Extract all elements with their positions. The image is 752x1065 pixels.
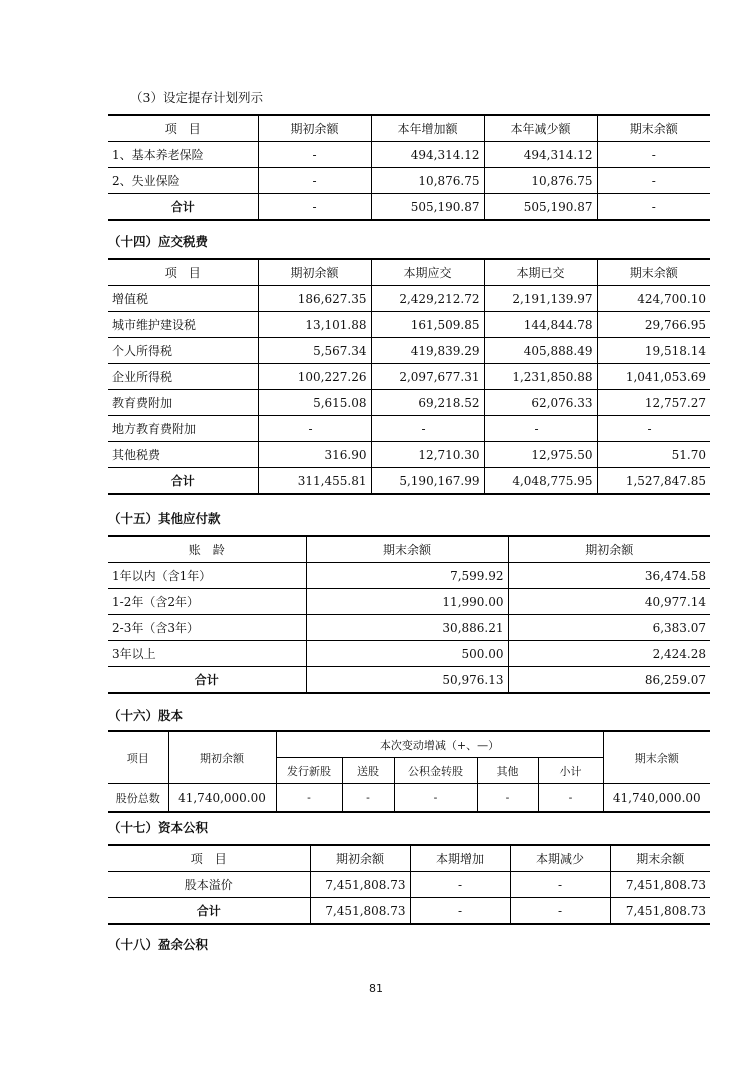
- cell: 11,990.00: [306, 589, 508, 615]
- header-cell: 期末余额: [603, 731, 710, 784]
- cell: 311,455.81: [258, 468, 371, 495]
- row-label: 地方教育费附加: [108, 416, 258, 442]
- cell: -: [597, 194, 710, 221]
- header-cell: 期末余额: [597, 115, 710, 142]
- header-cell: 期末余额: [610, 845, 710, 872]
- cell: -: [258, 168, 371, 194]
- cell: 29,766.95: [597, 312, 710, 338]
- cell: -: [510, 872, 610, 898]
- row-label: 合计: [108, 194, 258, 221]
- header-cell: 期初余额: [258, 115, 371, 142]
- table-row: [108, 338, 710, 364]
- cell: 40,977.14: [508, 589, 710, 615]
- cell: 19,518.14: [597, 338, 710, 364]
- cell: 30,886.21: [306, 615, 508, 641]
- row-label: 其他税费: [108, 442, 258, 468]
- header-cell: 其他: [477, 758, 538, 784]
- row-label: 2-3年（含3年）: [108, 615, 306, 641]
- table-row: [108, 286, 710, 312]
- table-total-row: [108, 898, 710, 925]
- cell: 7,451,808.73: [610, 898, 710, 925]
- header-cell: 本次变动增减（+、—）: [276, 731, 603, 758]
- cell: 41,740,000.00: [603, 784, 710, 813]
- header-cell: 期末余额: [597, 259, 710, 286]
- table-header-row: [108, 731, 710, 758]
- table-taxes-payable: [108, 258, 710, 495]
- table-header-row: [108, 115, 710, 142]
- cell: -: [342, 784, 394, 813]
- section-title: （十八）盈余公积: [108, 937, 209, 952]
- table-total-row: [108, 468, 710, 495]
- row-label: 合计: [108, 898, 310, 925]
- cell: 505,190.87: [371, 194, 484, 221]
- header-cell: 本年减少额: [484, 115, 597, 142]
- table-row: [108, 142, 710, 168]
- row-label: 3年以上: [108, 641, 306, 667]
- header-cell: 本期应交: [371, 259, 484, 286]
- cell: 161,509.85: [371, 312, 484, 338]
- cell: 10,876.75: [484, 168, 597, 194]
- cell: 2,424.28: [508, 641, 710, 667]
- row-label: 增值税: [108, 286, 258, 312]
- row-label: 合计: [108, 468, 258, 495]
- header-cell: 期末余额: [306, 536, 508, 563]
- row-label: 企业所得税: [108, 364, 258, 390]
- section-title: （十七）资本公积: [108, 820, 209, 835]
- section-title: （十六）股本: [108, 708, 184, 723]
- cell: 36,474.58: [508, 563, 710, 589]
- cell: 494,314.12: [484, 142, 597, 168]
- table-row: [108, 589, 710, 615]
- cell: -: [258, 142, 371, 168]
- header-cell: 发行新股: [276, 758, 342, 784]
- cell: 7,599.92: [306, 563, 508, 589]
- cell: -: [477, 784, 538, 813]
- table-total-row: [108, 194, 710, 221]
- cell: 186,627.35: [258, 286, 371, 312]
- table-row: [108, 364, 710, 390]
- cell: -: [371, 416, 484, 442]
- row-label: 股份总数: [108, 784, 168, 813]
- cell: 419,839.29: [371, 338, 484, 364]
- cell: 5,615.08: [258, 390, 371, 416]
- table-other-payables: [108, 535, 710, 694]
- cell: 100,227.26: [258, 364, 371, 390]
- cell: 1,231,850.88: [484, 364, 597, 390]
- cell: 5,567.34: [258, 338, 371, 364]
- cell: 86,259.07: [508, 667, 710, 694]
- cell: -: [484, 416, 597, 442]
- row-label: 个人所得税: [108, 338, 258, 364]
- section-title: （3）设定提存计划列示: [130, 90, 263, 105]
- cell: 6,383.07: [508, 615, 710, 641]
- header-cell: 期初余额: [258, 259, 371, 286]
- row-label: 合计: [108, 667, 306, 694]
- cell: -: [510, 898, 610, 925]
- cell: 2,429,212.72: [371, 286, 484, 312]
- cell: 7,451,808.73: [310, 898, 410, 925]
- section-title: （十四）应交税费: [108, 234, 209, 249]
- table-row: [108, 615, 710, 641]
- cell: -: [597, 416, 710, 442]
- cell: 505,190.87: [484, 194, 597, 221]
- header-cell: 公积金转股: [394, 758, 477, 784]
- header-cell: 送股: [342, 758, 394, 784]
- header-cell: 项目: [108, 731, 168, 784]
- header-cell: 账 龄: [108, 536, 306, 563]
- table-row: [108, 442, 710, 468]
- cell: -: [597, 142, 710, 168]
- cell: 50,976.13: [306, 667, 508, 694]
- table-header-row: [108, 259, 710, 286]
- cell: 13,101.88: [258, 312, 371, 338]
- cell: 69,218.52: [371, 390, 484, 416]
- table-total-row: [108, 667, 710, 694]
- table-row: [108, 168, 710, 194]
- header-cell: 项 目: [108, 259, 258, 286]
- cell: 2,191,139.97: [484, 286, 597, 312]
- cell: 7,451,808.73: [310, 872, 410, 898]
- cell: -: [394, 784, 477, 813]
- cell: 316.90: [258, 442, 371, 468]
- row-label: 2、失业保险: [108, 168, 258, 194]
- header-cell: 本年增加额: [371, 115, 484, 142]
- table-share-capital: [108, 730, 710, 813]
- cell: 12,975.50: [484, 442, 597, 468]
- row-label: 股本溢价: [108, 872, 310, 898]
- cell: -: [538, 784, 603, 813]
- page-number: 81: [369, 982, 383, 995]
- row-label: 1-2年（含2年）: [108, 589, 306, 615]
- cell: 144,844.78: [484, 312, 597, 338]
- cell: 62,076.33: [484, 390, 597, 416]
- cell: 41,740,000.00: [168, 784, 276, 813]
- header-cell: 本期增加: [410, 845, 510, 872]
- cell: 4,048,775.95: [484, 468, 597, 495]
- cell: 500.00: [306, 641, 508, 667]
- cell: 12,757.27: [597, 390, 710, 416]
- table-row: [108, 416, 710, 442]
- table-row: [108, 784, 710, 813]
- header-cell: 期初余额: [168, 731, 276, 784]
- cell: -: [258, 194, 371, 221]
- row-label: 教育费附加: [108, 390, 258, 416]
- header-cell: 本期已交: [484, 259, 597, 286]
- cell: 51.70: [597, 442, 710, 468]
- header-cell: 本期减少: [510, 845, 610, 872]
- cell: 5,190,167.99: [371, 468, 484, 495]
- cell: 1,041,053.69: [597, 364, 710, 390]
- cell: 2,097,677.31: [371, 364, 484, 390]
- table-header-row: [108, 845, 710, 872]
- section-title: （十五）其他应付款: [108, 511, 221, 526]
- table-capital-reserve: [108, 844, 710, 925]
- row-label: 1年以内（含1年）: [108, 563, 306, 589]
- table-row: [108, 312, 710, 338]
- header-cell: 项 目: [108, 115, 258, 142]
- table-row: [108, 641, 710, 667]
- cell: 424,700.10: [597, 286, 710, 312]
- table-row: [108, 390, 710, 416]
- cell: -: [276, 784, 342, 813]
- table-row: [108, 563, 710, 589]
- cell: 7,451,808.73: [610, 872, 710, 898]
- cell: 12,710.30: [371, 442, 484, 468]
- cell: 405,888.49: [484, 338, 597, 364]
- header-cell: 期初余额: [508, 536, 710, 563]
- row-label: 1、基本养老保险: [108, 142, 258, 168]
- cell: -: [258, 416, 371, 442]
- table-header-row: [108, 536, 710, 563]
- header-cell: 期初余额: [310, 845, 410, 872]
- cell: 10,876.75: [371, 168, 484, 194]
- cell: 494,314.12: [371, 142, 484, 168]
- row-label: 城市维护建设税: [108, 312, 258, 338]
- table-defined-contribution: [108, 114, 710, 221]
- header-cell: 项 目: [108, 845, 310, 872]
- table-row: [108, 872, 710, 898]
- cell: 1,527,847.85: [597, 468, 710, 495]
- cell: -: [410, 872, 510, 898]
- header-cell: 小计: [538, 758, 603, 784]
- cell: -: [597, 168, 710, 194]
- cell: -: [410, 898, 510, 925]
